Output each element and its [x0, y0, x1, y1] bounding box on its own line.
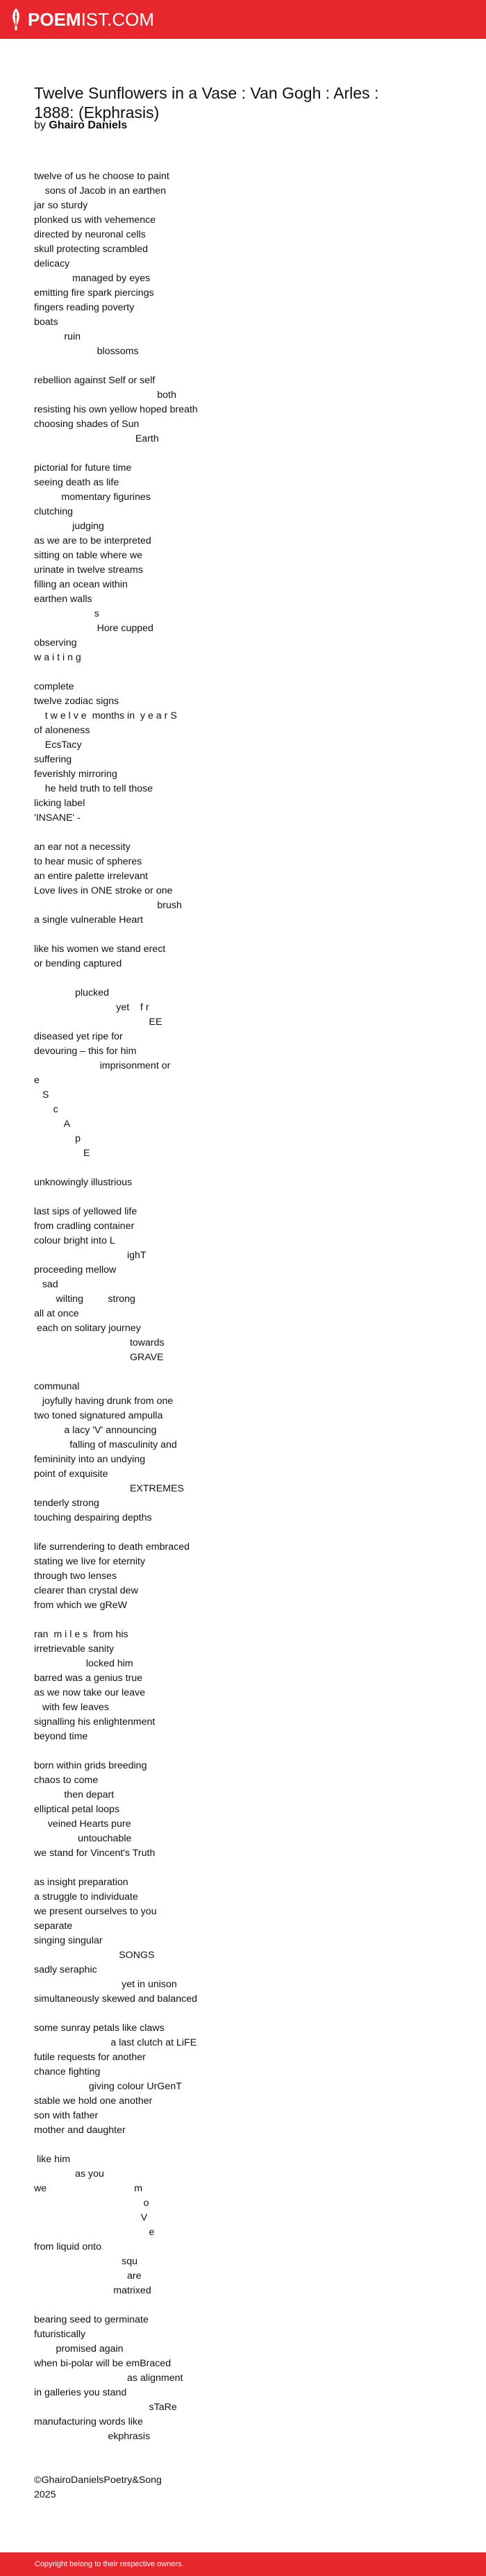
- poem-line: devouring – this for him: [34, 1046, 137, 1057]
- poem-line: in galleries you stand: [34, 2387, 127, 2398]
- poem-line: unknowingly illustrious: [34, 1177, 133, 1188]
- poem-line: [34, 359, 198, 374]
- poem-line: w a i t i n g: [34, 652, 81, 663]
- poem-byline: [34, 119, 127, 132]
- poem-line: an ear not a necessity: [34, 842, 131, 853]
- poem-line: ighT: [34, 1250, 146, 1261]
- poem-line: [34, 2007, 198, 2021]
- quill-pen-icon: [10, 8, 22, 31]
- poem-line: sTaRe: [34, 2402, 177, 2413]
- poem-line: some sunray petals like claws: [34, 2023, 165, 2034]
- poem-line: p: [34, 1133, 81, 1144]
- poem-line: SONGS: [34, 1950, 155, 1961]
- poem-line: EE: [34, 1017, 162, 1028]
- poem-line: son with father: [34, 2110, 99, 2121]
- poem-line: yet f r: [34, 1002, 149, 1013]
- poem-line: feverishly mirroring: [34, 769, 117, 780]
- poem-line: last sips of yellowed life: [34, 1206, 137, 1217]
- poem-line: untouchable: [34, 1833, 132, 1844]
- poem-line: twelve of us he choose to paint: [34, 171, 169, 182]
- poem-line: squ: [34, 2256, 138, 2267]
- poem-line: filling an ocean within: [34, 579, 128, 590]
- poem-line: [34, 2138, 198, 2152]
- poem-line: diseased yet ripe for: [34, 1031, 123, 1042]
- poem-line: ekphrasis: [34, 2431, 151, 2442]
- poem-line: sadly seraphic: [34, 1964, 97, 1975]
- poem-line: boats: [34, 317, 58, 328]
- poem-line: [34, 826, 198, 840]
- poem-line: as alignment: [34, 2373, 183, 2384]
- poem-line: are: [34, 2270, 142, 2282]
- poem-line: EcsTacy: [34, 739, 82, 751]
- author-link[interactable]: Ghairo Daniels: [49, 119, 128, 131]
- poem-line: a last clutch at LiFE: [34, 2037, 197, 2048]
- poem-line: clutching: [34, 506, 73, 517]
- poem-line: stating we live for eternity: [34, 1556, 146, 1567]
- poem-line: elliptical petal loops: [34, 1804, 120, 1815]
- poem-line: of aloneness: [34, 725, 90, 736]
- poem-line: plonked us with vehemence: [34, 215, 156, 226]
- poem-line: choosing shades of Sun: [34, 419, 140, 430]
- poem-line: touching despairing depths: [34, 1512, 152, 1523]
- poem-line: we stand for Vincent's Truth: [34, 1848, 156, 1859]
- poem-line: 'INSANE' -: [34, 812, 81, 823]
- poem-line: ruin: [34, 331, 81, 342]
- poem-title: Twelve Sunflowers in a Vase : Van Gogh : Arles : 1888: (Ekphrasis): [34, 84, 379, 122]
- poem-line: a struggle to individuate: [34, 1891, 138, 1902]
- poem-line: as you: [34, 2168, 104, 2180]
- poem-body: [34, 169, 198, 2502]
- poem-line: sitting on table where we: [34, 550, 143, 561]
- poem-line: proceeding mellow: [34, 1264, 117, 1276]
- poem-line: S: [34, 1089, 49, 1101]
- poem-line: joyfully having drunk from one: [34, 1396, 174, 1407]
- poem-line: yet in unison: [34, 1979, 177, 1990]
- poem-line: EXTREMES: [34, 1483, 185, 1494]
- site-footer: [0, 2552, 486, 2576]
- poem-line: [34, 1161, 198, 1176]
- poem-line: GRAVE: [34, 1352, 164, 1363]
- poem-line: managed by eyes: [34, 273, 151, 284]
- poem-line: from which we gReW: [34, 1600, 128, 1611]
- poem-line: each on solitary journey: [34, 1323, 141, 1334]
- poem-line: judging: [34, 521, 104, 532]
- poem-line: colour bright into L: [34, 1235, 115, 1246]
- poem-line: [34, 1744, 198, 1759]
- poem-line: Hore cupped: [34, 623, 153, 634]
- poem-line: ran m i l e s from his: [34, 1629, 128, 1640]
- poem-line: manufacturing words like: [34, 2416, 143, 2427]
- poem-line: communal: [34, 1381, 80, 1392]
- poem-line: as insight preparation: [34, 1877, 128, 1888]
- poem-line: femininity into an undying: [34, 1454, 146, 1465]
- poem-line: observing: [34, 637, 77, 649]
- poem-line: fingers reading poverty: [34, 302, 135, 313]
- poem-line: jar so sturdy: [34, 200, 88, 211]
- poem-line: blossoms: [34, 346, 139, 357]
- poem-line: signalling his enlightenment: [34, 1716, 156, 1728]
- poem-line: twelve zodiac signs: [34, 696, 119, 707]
- poem-line: licking label: [34, 798, 85, 809]
- poem-line: he held truth to tell those: [34, 783, 153, 794]
- poem-line: [34, 1525, 198, 1540]
- poem-line: Earth: [34, 433, 159, 444]
- poem-line: [34, 2298, 198, 2313]
- poem-line: wilting strong: [34, 1294, 135, 1305]
- poem-line: tenderly strong: [34, 1498, 99, 1509]
- byline-prefix: by: [34, 119, 46, 131]
- poem-line: [34, 1613, 198, 1628]
- poem-line: towards: [34, 1337, 165, 1348]
- poem-line: from liquid onto: [34, 2241, 101, 2252]
- poem-line: stable we hold one another: [34, 2096, 153, 2107]
- poem-line: pictorial for future time: [34, 462, 132, 474]
- poem-line: mother and daughter: [34, 2125, 126, 2136]
- poem-line: point of exquisite: [34, 1469, 108, 1480]
- poem-line: a lacy 'V' announcing: [34, 1425, 157, 1436]
- poem-line: or bending captured: [34, 958, 122, 969]
- poem-line: t w e l v e months in y e a r S: [34, 710, 177, 721]
- poem-line: rebellion against Self or self: [34, 375, 156, 386]
- logo-text-bold: POEM: [28, 9, 81, 30]
- poem-line: veined Hearts pure: [34, 1818, 131, 1830]
- poem-line: with few leaves: [34, 1702, 110, 1713]
- poem-line: promised again: [34, 2343, 124, 2355]
- poem-line: as we are to be interpreted: [34, 535, 151, 546]
- poem-line: V: [34, 2212, 148, 2223]
- poem-line: [34, 2459, 198, 2473]
- poem-line: brush: [34, 900, 182, 911]
- poem-line: like him: [34, 2154, 71, 2165]
- poem-line: clearer than crystal dew: [34, 1585, 138, 1596]
- poem-line: [34, 928, 198, 942]
- poem-line: e: [34, 2227, 155, 2238]
- poem-line: to hear music of spheres: [34, 856, 142, 867]
- poem-line: A: [34, 1119, 71, 1130]
- poem-line: a single vulnerable Heart: [34, 914, 143, 926]
- poem-line: both: [34, 390, 176, 401]
- poem-line: seeing death as life: [34, 477, 119, 488]
- poem-line: we present ourselves to you: [34, 1906, 157, 1917]
- poem-line: separate: [34, 1921, 73, 1932]
- poem-line: from cradling container: [34, 1221, 135, 1232]
- poem-line: as we now take our leave: [34, 1687, 146, 1698]
- poem-line: futile requests for another: [34, 2052, 146, 2063]
- poem-line: [34, 1861, 198, 1875]
- poem-line: sons of Jacob in an earthen: [34, 185, 167, 196]
- poem-line: life surrendering to death embraced: [34, 1541, 190, 1553]
- poem-line: barred was a genius true: [34, 1673, 143, 1684]
- poem-line: beyond time: [34, 1731, 88, 1742]
- poem-line: we m: [34, 2183, 143, 2194]
- poem-line: o: [34, 2198, 149, 2209]
- poem-line: e: [34, 1075, 40, 1086]
- poem-line: singing singular: [34, 1935, 103, 1946]
- site-logo[interactable]: [10, 8, 154, 31]
- poem-line: earthen walls: [34, 594, 92, 605]
- poem-line: [34, 665, 198, 680]
- poem-line: [34, 2444, 198, 2459]
- poem-line: locked him: [34, 1658, 133, 1669]
- poem-line: born within grids breeding: [34, 1760, 147, 1771]
- poem-line: matrixed: [34, 2285, 151, 2296]
- poem-line: bearing seed to germinate: [34, 2314, 149, 2325]
- logo-text-light: IST.COM: [81, 9, 155, 30]
- poem-line: s: [34, 608, 99, 619]
- poem-line: momentary figurines: [34, 492, 151, 503]
- poem-line: plucked: [34, 987, 110, 998]
- poem-line: delicacy: [34, 258, 70, 269]
- poem-line: then depart: [34, 1789, 115, 1800]
- poem-line: like his women we stand erect: [34, 944, 166, 955]
- poem-line: resisting his own yellow hoped breath: [34, 404, 198, 415]
- poem-line: 2025: [34, 2489, 56, 2500]
- poem-line: all at once: [34, 1308, 79, 1319]
- poem-line: simultaneously skewed and balanced: [34, 1993, 198, 2005]
- poem-line: c: [34, 1104, 58, 1115]
- poem-line: sad: [34, 1279, 58, 1290]
- poem-line: imprisonment or: [34, 1060, 171, 1071]
- poem-line: an entire palette irrelevant: [34, 871, 149, 882]
- poem-line: chaos to come: [34, 1775, 99, 1786]
- poem-line: Love lives in ONE stroke or one: [34, 885, 173, 896]
- poem-line: complete: [34, 681, 74, 692]
- poem-line: suffering: [34, 754, 72, 765]
- poem-line: [34, 1365, 198, 1380]
- poem-line: [34, 971, 198, 986]
- poem-line: skull protecting scrambled: [34, 244, 149, 255]
- poem-line: emitting fire spark piercings: [34, 287, 154, 299]
- poem-line: two toned signatured ampulla: [34, 1410, 163, 1421]
- site-header: [0, 0, 486, 39]
- poem-line: giving colour UrGenT: [34, 2081, 182, 2092]
- poem-line: chance fighting: [34, 2066, 101, 2077]
- poem-line: E: [34, 1148, 90, 1159]
- poem-line: urinate in twelve streams: [34, 564, 143, 576]
- poem-line: falling of masculinity and: [34, 1439, 177, 1450]
- poem-line: directed by neuronal cells: [34, 229, 146, 240]
- poem-line: futuristically: [34, 2329, 86, 2340]
- poem-line: through two lenses: [34, 1571, 117, 1582]
- poem-line: [34, 446, 198, 461]
- poem-line: [34, 1190, 198, 1205]
- poem-line: ©GhairoDanielsPoetry&Song: [34, 2475, 162, 2486]
- copyright-notice: Copyright belong to their respective owners.: [35, 2560, 184, 2568]
- poem-line: irretrievable sanity: [34, 1644, 115, 1655]
- poem-line: when bi-polar will be emBraced: [34, 2358, 171, 2369]
